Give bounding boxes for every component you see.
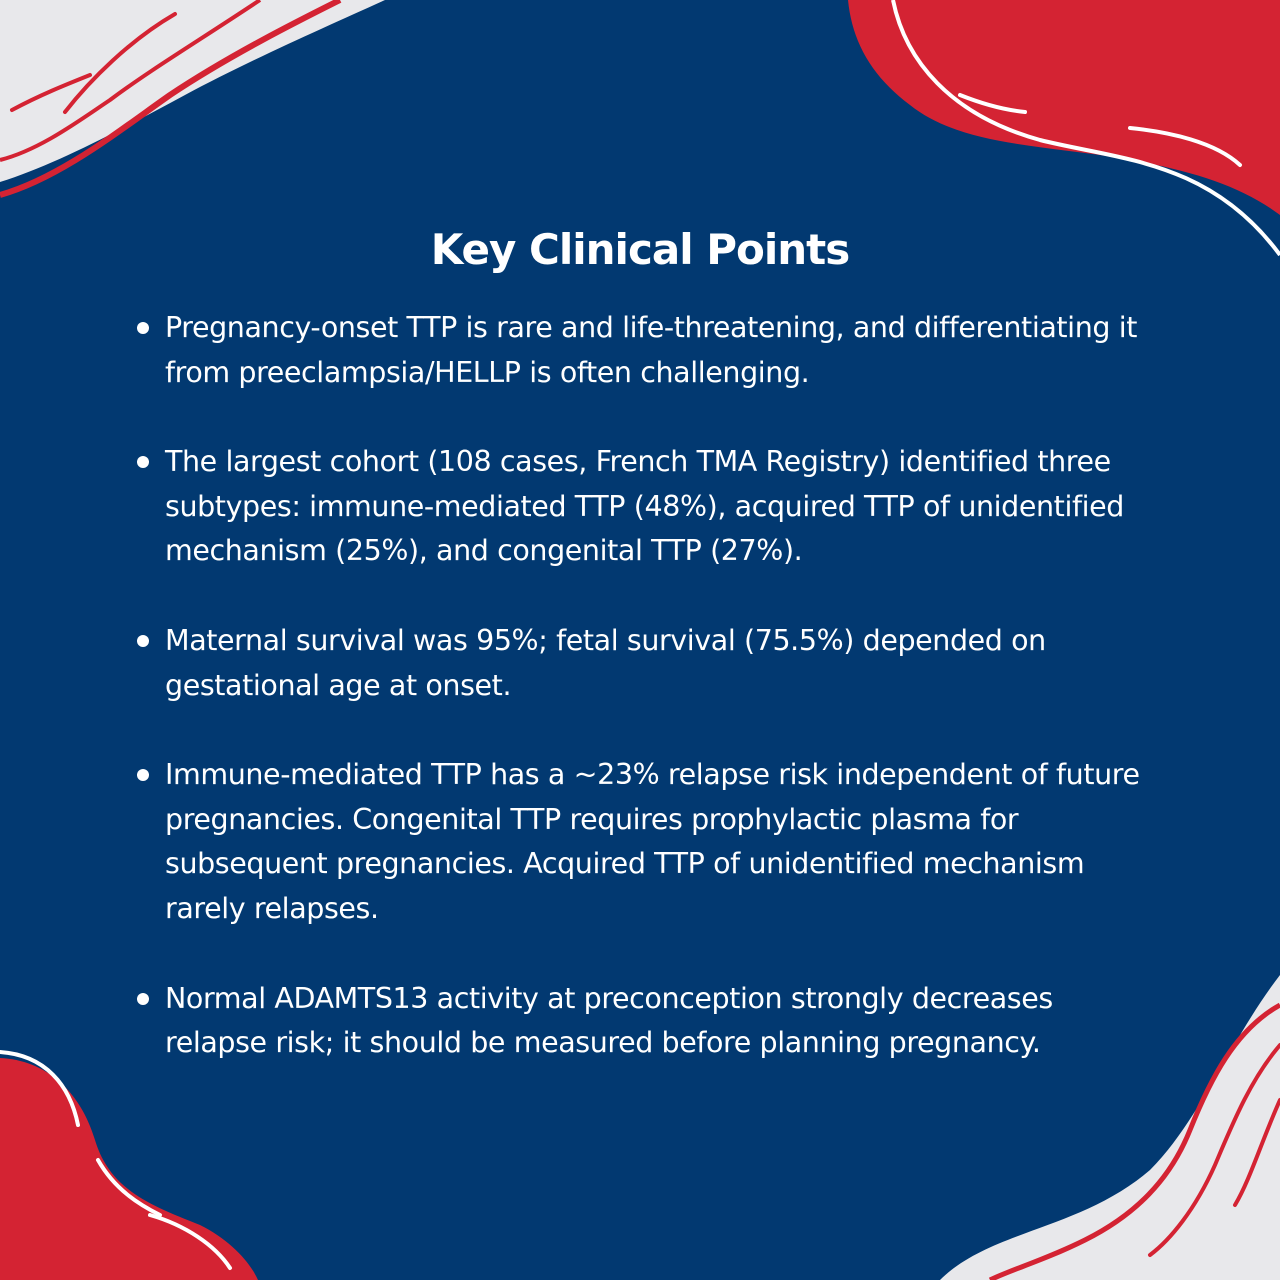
bullet-icon — [137, 322, 149, 334]
page-title: Key Clinical Points — [430, 225, 850, 274]
bullet-icon — [137, 769, 149, 781]
key-point-item — [133, 306, 1143, 395]
bullet-icon — [137, 635, 149, 647]
key-point-item — [133, 619, 1143, 708]
key-points-list — [133, 306, 1143, 1066]
key-point-item — [133, 440, 1143, 574]
key-point-text: Pregnancy-onset TTP is rare and life-threatening, and differentiating it from preeclampsia/HELLP is often challenging. — [165, 311, 1137, 389]
key-point-item — [133, 753, 1143, 931]
key-point-item — [133, 977, 1143, 1066]
key-point-text: Normal ADAMTS13 activity at preconception strongly decreases relapse risk; it should be measured before planning pregnancy. — [165, 981, 1053, 1060]
bullet-icon — [137, 993, 149, 1005]
key-point-text: Immune-mediated TTP has a ~23% relapse risk independent of future pregnancies. Congenital TTP requires prophylactic plasma for subsequent pregnancies. Acquired TTP of unidentified mechanism rarely relapses. — [165, 758, 1140, 925]
bullet-icon — [137, 456, 149, 468]
key-point-text: The largest cohort (108 cases, French TMA Registry) identified three subtypes: immune-mediated TTP (48%), acquired TTP of unidentified mechanism (25%), and congenital TTP (27%). — [165, 445, 1124, 568]
key-point-text: Maternal survival was 95%; fetal survival (75.5%) depended on gestational age at onset. — [165, 623, 1046, 702]
